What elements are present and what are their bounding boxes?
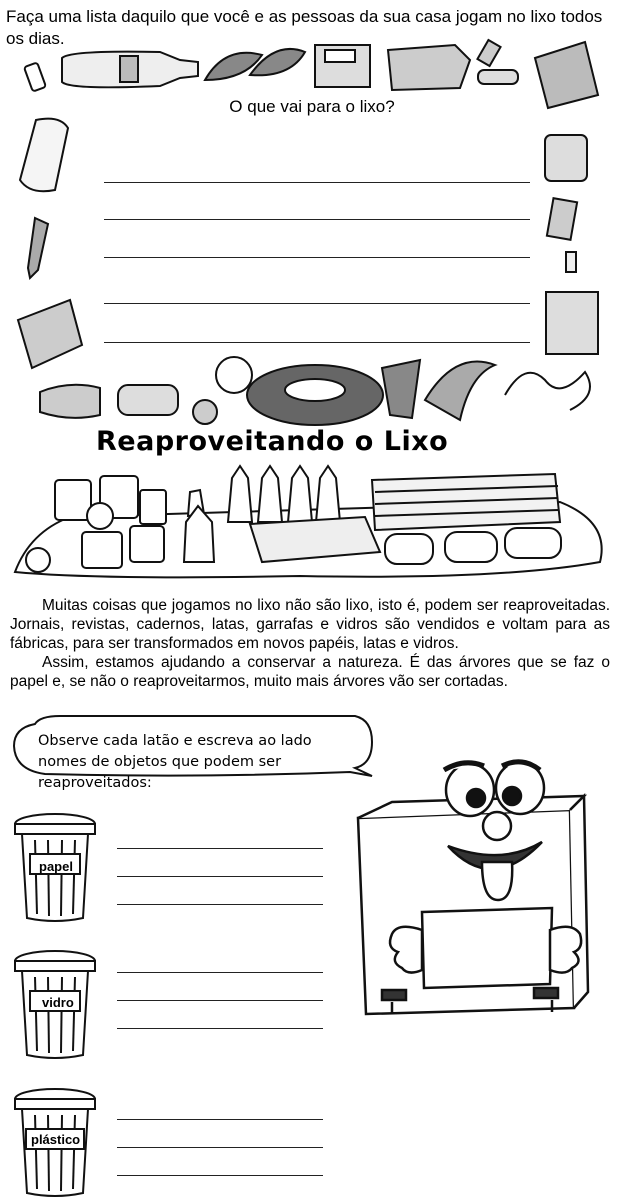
paper-roll-icon [505, 372, 590, 410]
bottle-icon [193, 400, 217, 424]
box-icon [546, 292, 598, 354]
bottle-icon [62, 52, 198, 88]
can-icon [566, 252, 576, 272]
speech-bubble-text: Observe cada latão e escreva ao lado nomes de objetos que podem ser reaproveitados: [38, 733, 312, 791]
carton-icon [547, 198, 577, 240]
recyclables-illustration [0, 462, 624, 582]
writing-line[interactable] [117, 972, 323, 973]
instruction-text: Faça uma lista daquilo que você e as pessoas da sua casa jogam no lixo todos os dias. [6, 7, 603, 48]
can-icon [545, 135, 587, 181]
pencil-icon [28, 218, 48, 278]
writing-line[interactable] [117, 1028, 323, 1029]
trash-box-title: O que vai para o lixo? [229, 97, 395, 116]
writing-line[interactable] [104, 342, 530, 343]
writing-line[interactable] [117, 876, 323, 877]
tire-icon [216, 357, 383, 425]
writing-line[interactable] [117, 1000, 323, 1001]
can-icon [24, 62, 46, 91]
writing-line[interactable] [117, 904, 323, 905]
writing-line[interactable] [104, 182, 530, 183]
section-paragraphs [10, 596, 610, 691]
writing-line[interactable] [104, 257, 530, 258]
writing-line[interactable] [117, 1175, 323, 1176]
bin-label-glass: vidro [42, 995, 74, 1010]
paragraph-1: Muitas coisas que jogamos no lixo não são lixo, isto é, podem ser reaproveitadas. Jornais, revistas, cadernos, latas, garrafas e vidros são vendidos e voltam para as fábricas, para ser transformados em novos papéis, latas e vidros. [10, 597, 610, 652]
bin-label-plastic: plástico [31, 1132, 81, 1147]
can-icon [118, 385, 178, 415]
writing-line[interactable] [117, 1119, 323, 1120]
box-icon [315, 45, 370, 87]
bag-icon [388, 45, 470, 90]
egg-carton-icon [18, 300, 82, 368]
can-icon [477, 40, 500, 66]
writing-line[interactable] [104, 303, 530, 304]
can-icon [478, 70, 518, 84]
trash-bin-mascot-icon [352, 762, 612, 1042]
section-title: Reaproveitando o Lixo [96, 426, 449, 457]
banana-peel-icon [425, 362, 495, 420]
paper-roll-icon [20, 119, 68, 192]
writing-line[interactable] [117, 1147, 323, 1148]
bottle-icon [40, 385, 100, 418]
writing-line[interactable] [104, 219, 530, 220]
paragraph-2: Assim, estamos ajudando a conservar a natureza. É das árvores que se faz o papel e, se não o reaproveitarmos, muito mais árvores vão ser cortadas. [10, 654, 610, 690]
bin-label-paper: papel [39, 859, 73, 874]
trash-frame-illustration [0, 0, 624, 440]
carton-icon [382, 360, 420, 418]
leaves-icon [205, 49, 305, 80]
writing-line[interactable] [117, 848, 323, 849]
